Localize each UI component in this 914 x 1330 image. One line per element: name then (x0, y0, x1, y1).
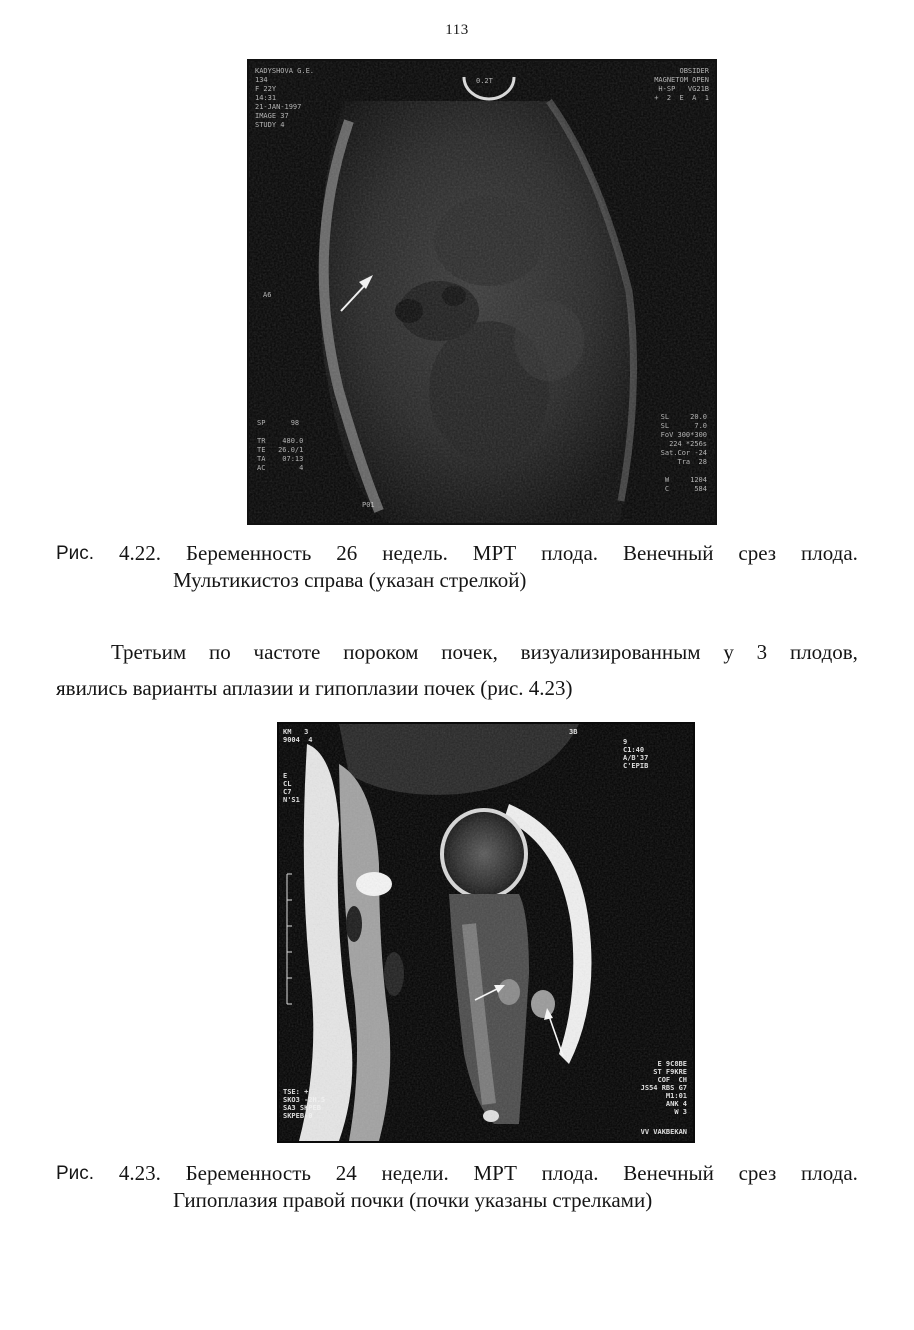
paragraph-word: пороком (343, 640, 419, 664)
overlay-top-center: 3B (569, 728, 578, 736)
paragraph-word: почек, (441, 640, 498, 664)
figure-caption-4-22 (56, 540, 858, 594)
paragraph-word: частоте (253, 640, 321, 664)
figure-caption-4-23 (56, 1160, 858, 1214)
caption-word: плода. (801, 1161, 858, 1185)
caption-word: МРТ (472, 541, 517, 565)
caption-word: плода. (801, 541, 858, 565)
paragraph-line-2: явились варианты аплазии и гипоплазии почек (рис. 4.23) (56, 676, 573, 700)
overlay-scanner-info: OBSIDER MAGNETOM OPEN H-SP VG21B + 2 E A 1 (654, 67, 709, 102)
paragraph-word: Третьим (111, 640, 187, 664)
overlay-slice-params: E 9C8BE ST F9KRE COF CH JS54 RBS G7 M1:01 ANK 4 W 3 (640, 1060, 687, 1116)
paragraph-line-1 (56, 634, 858, 670)
mri-image-fig-4-23 (277, 722, 695, 1143)
caption-number: 4.22. (119, 541, 162, 565)
caption-word: Венечный (623, 1161, 714, 1185)
paragraph-word: плодов, (789, 640, 858, 664)
overlay-bottom-edge: VV VAKBEKAN (640, 1128, 687, 1136)
mri-scan-graphic (249, 61, 715, 523)
caption-word: срез (738, 1161, 777, 1185)
overlay-sequence-params: SP 98 TR 480.0 TE 26.0/1 TA 07:13 AC 4 (257, 419, 304, 472)
caption-word: 24 (335, 1161, 357, 1185)
caption-word: МРТ (473, 1161, 517, 1185)
caption-word: недель. (382, 541, 448, 565)
page-number: 113 (445, 22, 469, 38)
caption-word: срез (738, 541, 777, 565)
overlay-patient-info: KADYSHOVA G.E. 134 F 22Y 14:31 21-JAN-1997 IMAGE 37 STUDY 4 (255, 67, 315, 129)
paragraph-word: визуализированным (520, 640, 701, 664)
paragraph-word: 3 (756, 640, 768, 664)
caption-line-1 (56, 1160, 858, 1187)
overlay-sequence-params: TSE: + SKO3 -2H.5 SA3 SKPEB SKPEB-0 (283, 1088, 326, 1120)
caption-word: 26 (336, 541, 358, 565)
overlay-field-strength: 0.2T (476, 77, 493, 85)
caption-label: Рис. (56, 543, 95, 564)
caption-word: Беременность (185, 541, 312, 565)
overlay-scanner-info: 9 C1:40 A/B'37 C'EPIB (623, 738, 649, 770)
mri-image-fig-4-22 (247, 59, 717, 525)
overlay-patient-info: KM 3 9004 4 (283, 728, 313, 744)
caption-word: Беременность (185, 1161, 311, 1185)
caption-line-2: Мультикистоз справа (указан стрелкой) (173, 568, 527, 592)
paragraph-word: у (723, 640, 734, 664)
mri-scan-graphic (279, 724, 693, 1141)
caption-word: плода. (541, 1161, 599, 1185)
caption-line-2: Гипоплазия правой почки (почки указаны стрелками) (173, 1188, 653, 1212)
caption-word: Венечный (622, 541, 714, 565)
caption-word: недели. (381, 1161, 449, 1185)
body-paragraph (56, 634, 858, 706)
overlay-orientation: E CL C7 N'S1 (283, 772, 300, 804)
caption-label: Рис. (56, 1163, 95, 1184)
overlay-position-code: P01 (362, 501, 375, 509)
caption-line-1 (56, 540, 858, 567)
overlay-orientation: A6 (263, 291, 272, 299)
overlay-slice-params: SL 20.0 SL 7.0 FoV 300*300 224 *256s Sat.Cor -24 Tra 28 W 1204 C 584 (660, 413, 707, 493)
paragraph-word: по (208, 640, 231, 664)
caption-number: 4.23. (118, 1161, 161, 1185)
caption-word: плода. (541, 541, 599, 565)
